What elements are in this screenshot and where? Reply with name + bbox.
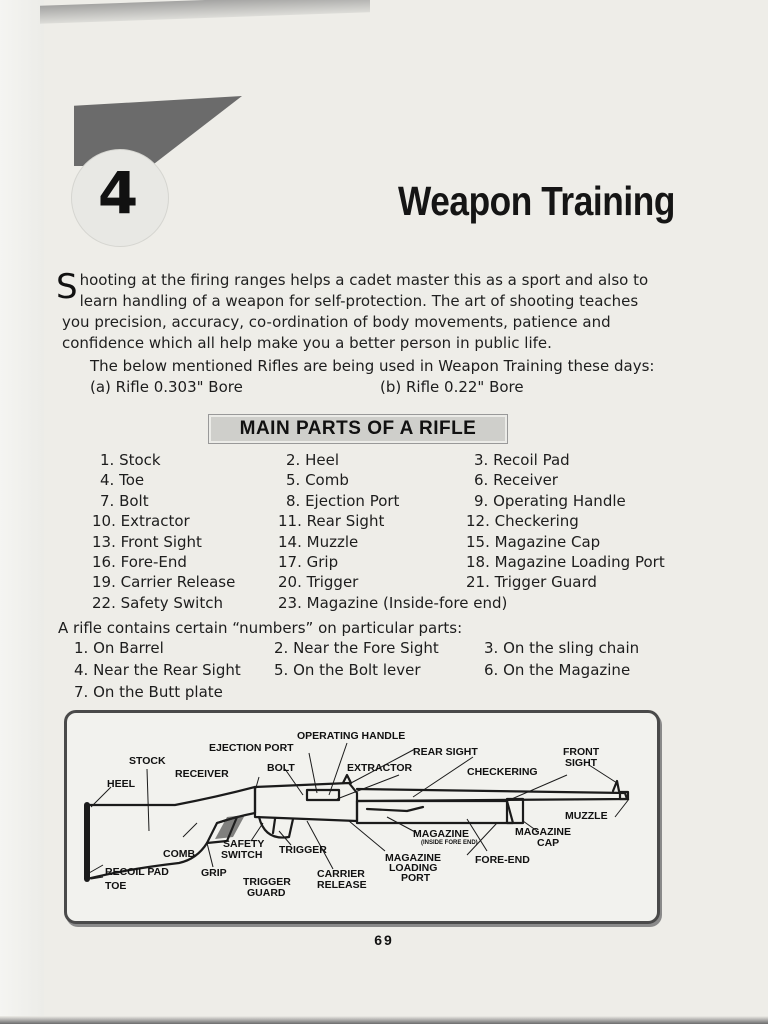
main-parts-heading xyxy=(208,414,508,444)
main-part-item: 13. Front Sight xyxy=(92,532,202,551)
rifle-option-a: (a) Rifle 0.303" Bore xyxy=(90,378,243,396)
label-rear-sight: REAR SIGHT xyxy=(413,746,478,758)
main-part-item: 2. Heel xyxy=(286,451,339,469)
main-part-item: 3. Recoil Pad xyxy=(474,451,570,469)
label-trigger-guard-1: TRIGGER xyxy=(243,876,291,888)
main-part-item: 7. Bolt xyxy=(100,491,149,510)
label-magazine-loading-port-3: PORT xyxy=(401,872,431,884)
main-parts-heading-text: MAIN PARTS OF A RIFLE xyxy=(239,418,477,439)
label-trigger-guard-2: GUARD xyxy=(247,887,286,899)
main-part-item: 12. Checkering xyxy=(466,512,579,531)
label-fore-end: FORE-END xyxy=(475,854,530,866)
label-muzzle: MUZZLE xyxy=(565,810,608,822)
number-location-item: 4. Near the Rear Sight xyxy=(74,661,241,679)
label-magazine: MAGAZINE xyxy=(413,828,469,840)
label-recoil-pad: RECOIL PAD xyxy=(105,866,169,878)
number-location-item: 6. On the Magazine xyxy=(484,661,631,679)
page-edge-top xyxy=(40,0,370,24)
label-extractor: EXTRACTOR xyxy=(347,762,413,774)
main-part-item: 17. Grip xyxy=(278,553,339,571)
label-heel: HEEL xyxy=(107,778,136,790)
main-part-item: 5. Comb xyxy=(286,471,349,490)
label-carrier-release-1: CARRIER xyxy=(317,868,365,880)
label-carrier-release-2: RELEASE xyxy=(317,879,367,891)
label-safety-switch-1: SAFETY xyxy=(223,838,265,850)
intro-line-4: confidence which all help make you a better person in public life. xyxy=(62,334,552,352)
intro-line-3: you precision, accuracy, co-ordination of body movements, patience and xyxy=(62,313,611,331)
rifles-intro: The below mentioned Rifles are being used in Weapon Training these days: xyxy=(90,357,655,375)
label-magazine-cap-2: CAP xyxy=(537,837,560,849)
label-magazine-note: (INSIDE FORE END) xyxy=(421,840,478,846)
main-part-item: 6. Receiver xyxy=(474,471,558,490)
number-location-item: 5. On the Bolt lever xyxy=(274,661,421,679)
label-safety-switch-2: SWITCH xyxy=(221,849,263,861)
main-part-item: 9. Operating Handle xyxy=(474,491,626,510)
main-part-item: 16. Fore-End xyxy=(92,553,187,571)
number-location-item: 3. On the sling chain xyxy=(484,639,640,657)
numbers-intro: A rifle contains certain “numbers” on particular parts: xyxy=(58,619,463,637)
label-operating-handle: OPERATING HANDLE xyxy=(297,730,406,742)
page-edge-bottom xyxy=(0,1016,768,1024)
main-part-item: 10. Extractor xyxy=(92,512,190,531)
intro-paragraph xyxy=(56,267,672,354)
main-part-item: 1. Stock xyxy=(100,451,161,469)
chapter-number: 4 xyxy=(97,159,139,227)
label-toe: TOE xyxy=(105,880,127,892)
chapter-title: Weapon Training xyxy=(398,178,675,224)
main-part-item: 4. Toe xyxy=(100,471,145,490)
label-trigger: TRIGGER xyxy=(279,844,327,856)
number-location-item: 2. Near the Fore Sight xyxy=(274,639,439,657)
rifle-barrel-shape xyxy=(357,789,627,801)
label-magazine-loading-port-2: LOADING xyxy=(389,862,438,874)
label-front-sight-2: SIGHT xyxy=(565,757,598,769)
intro-line-2: learn handling of a weapon for self-protection. The art of shooting teaches xyxy=(79,292,639,310)
main-part-item: 22. Safety Switch xyxy=(92,593,223,612)
main-part-item: 18. Magazine Loading Port xyxy=(466,553,665,571)
label-grip: GRIP xyxy=(201,867,227,879)
main-part-item: 19. Carrier Release xyxy=(92,573,236,592)
label-bolt: BOLT xyxy=(267,762,295,774)
main-part-item: 20. Trigger xyxy=(278,573,359,592)
main-part-item: 14. Muzzle xyxy=(278,532,359,551)
label-magazine-cap-1: MAGAZINE xyxy=(515,826,571,838)
rifle-fore-end-shape xyxy=(357,801,513,823)
main-part-item: 11. Rear Sight xyxy=(278,512,385,531)
main-part-item: 21. Trigger Guard xyxy=(466,573,597,592)
rifle-receiver-shape xyxy=(255,783,357,821)
label-stock: STOCK xyxy=(129,755,166,767)
label-ejection-port: EJECTION PORT xyxy=(209,742,294,754)
main-part-item: 8. Ejection Port xyxy=(286,491,400,510)
page-edge-left xyxy=(0,0,44,1024)
number-location-item: 7. On the Butt plate xyxy=(74,683,223,701)
label-comb: COMB xyxy=(163,848,196,860)
intro-line-1: hooting at the firing ranges helps a cadet master this as a sport and also to xyxy=(79,271,649,289)
label-receiver: RECEIVER xyxy=(175,768,229,780)
number-location-item: 1. On Barrel xyxy=(74,639,164,657)
label-front-sight-1: FRONT xyxy=(563,746,600,758)
main-part-item: 15. Magazine Cap xyxy=(466,532,601,551)
label-checkering: CHECKERING xyxy=(467,766,538,778)
main-part-item: 23. Magazine (Inside-fore end) xyxy=(278,593,508,612)
dropcap: S xyxy=(56,267,78,307)
rifle-option-b: (b) Rifle 0.22" Bore xyxy=(380,378,524,396)
rifle-diagram xyxy=(64,710,660,924)
label-magazine-loading-port-1: MAGAZINE xyxy=(385,852,441,864)
page-number: 69 xyxy=(374,932,394,948)
